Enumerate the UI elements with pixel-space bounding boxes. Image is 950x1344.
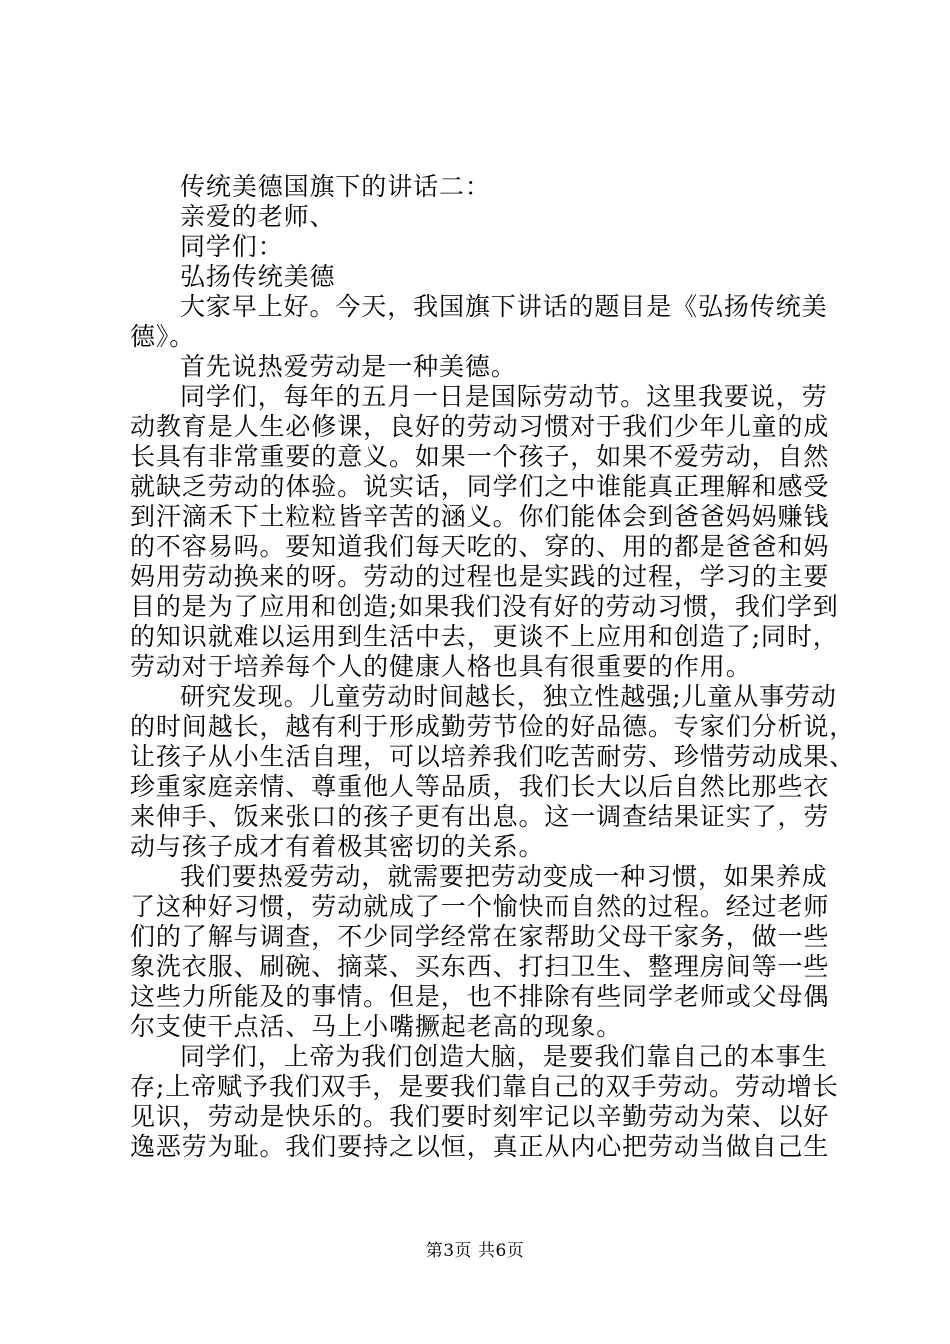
text-line: 们的了解与调查，不少同学经常在家帮助父母干家务，做一些: [130, 922, 830, 951]
text-line: 尔支使干点活、马上小嘴撅起老高的现象。: [130, 1012, 623, 1041]
text-line: 大家早上好。今天，我国旗下讲话的题目是《弘扬传统美: [180, 292, 828, 321]
text-line: 动教育是人生必修课，良好的劳动习惯对于我们少年儿童的成: [130, 412, 830, 441]
text-line: 这些力所能及的事情。但是，也不排除有些同学老师或父母偶: [130, 982, 830, 1011]
text-line: 首先说热爱劳动是一种美德。: [180, 352, 517, 381]
text-line: 珍重家庭亲情、尊重他人等品质，我们长大以后自然比那些衣: [130, 772, 830, 801]
text-line: 同学们，每年的五月一日是国际劳动节。这里我要说，劳: [180, 382, 828, 411]
text-line: 的时间越长，越有利于形成勤劳节俭的好品德。专家们分析说，: [130, 712, 856, 741]
text-line: 我们要热爱劳动，就需要把劳动变成一种习惯，如果养成: [180, 862, 828, 891]
text-line: 传统美德国旗下的讲话二：: [180, 172, 491, 201]
page-footer: 第3页 共6页: [425, 1241, 525, 1261]
text-line: 逸恶劳为耻。我们要持之以恒，真正从内心把劳动当做自己生: [130, 1132, 830, 1161]
text-line: 存;上帝赋予我们双手，是要我们靠自己的双手劳动。劳动增长: [130, 1072, 839, 1101]
text-line: 了这种好习惯，劳动就成了一个愉快而自然的过程。经过老师: [130, 892, 830, 921]
text-line: 的知识就难以运用到生活中去，更谈不上应用和创造了;同时，: [130, 622, 839, 651]
text-line: 见识，劳动是快乐的。我们要时刻牢记以辛勤劳动为荣、以好: [130, 1102, 830, 1131]
document-body: [130, 172, 856, 1162]
text-line: 德》。: [130, 322, 196, 351]
text-line: 来伸手、饭来张口的孩子更有出息。这一调查结果证实了，劳: [130, 802, 830, 831]
text-line: 目的是为了应用和创造;如果我们没有好的劳动习惯，我们学到: [130, 592, 839, 621]
text-line: 长具有非常重要的意义。如果一个孩子，如果不爱劳动，自然: [130, 442, 830, 471]
text-line: 就缺乏劳动的体验。说实话，同学们之中谁能真正理解和感受: [130, 472, 830, 501]
text-line: 的不容易吗。要知道我们每天吃的、穿的、用的都是爸爸和妈: [130, 532, 830, 561]
text-line: 劳动对于培养每个人的健康人格也具有很重要的作用。: [130, 652, 752, 681]
text-line: 到汗滴禾下土粒粒皆辛苦的涵义。你们能体会到爸爸妈妈赚钱: [130, 502, 830, 531]
text-line: 亲爱的老师、: [180, 202, 336, 231]
text-line: 同学们，上帝为我们创造大脑，是要我们靠自己的本事生: [180, 1042, 828, 1071]
text-line: 象洗衣服、刷碗、摘菜、买东西、打扫卫生、整理房间等一些: [130, 952, 830, 981]
text-line: 研究发现。儿童劳动时间越长，独立性越强;儿童从事劳动: [180, 682, 837, 711]
text-line: 动与孩子成才有着极其密切的关系。: [130, 832, 545, 861]
text-line: 同学们：: [180, 232, 284, 261]
text-line: 让孩子从小生活自理，可以培养我们吃苦耐劳、珍惜劳动成果、: [130, 742, 856, 771]
text-line: 妈用劳动换来的呀。劳动的过程也是实践的过程，学习的主要: [130, 562, 830, 591]
text-line: 弘扬传统美德: [180, 262, 336, 291]
